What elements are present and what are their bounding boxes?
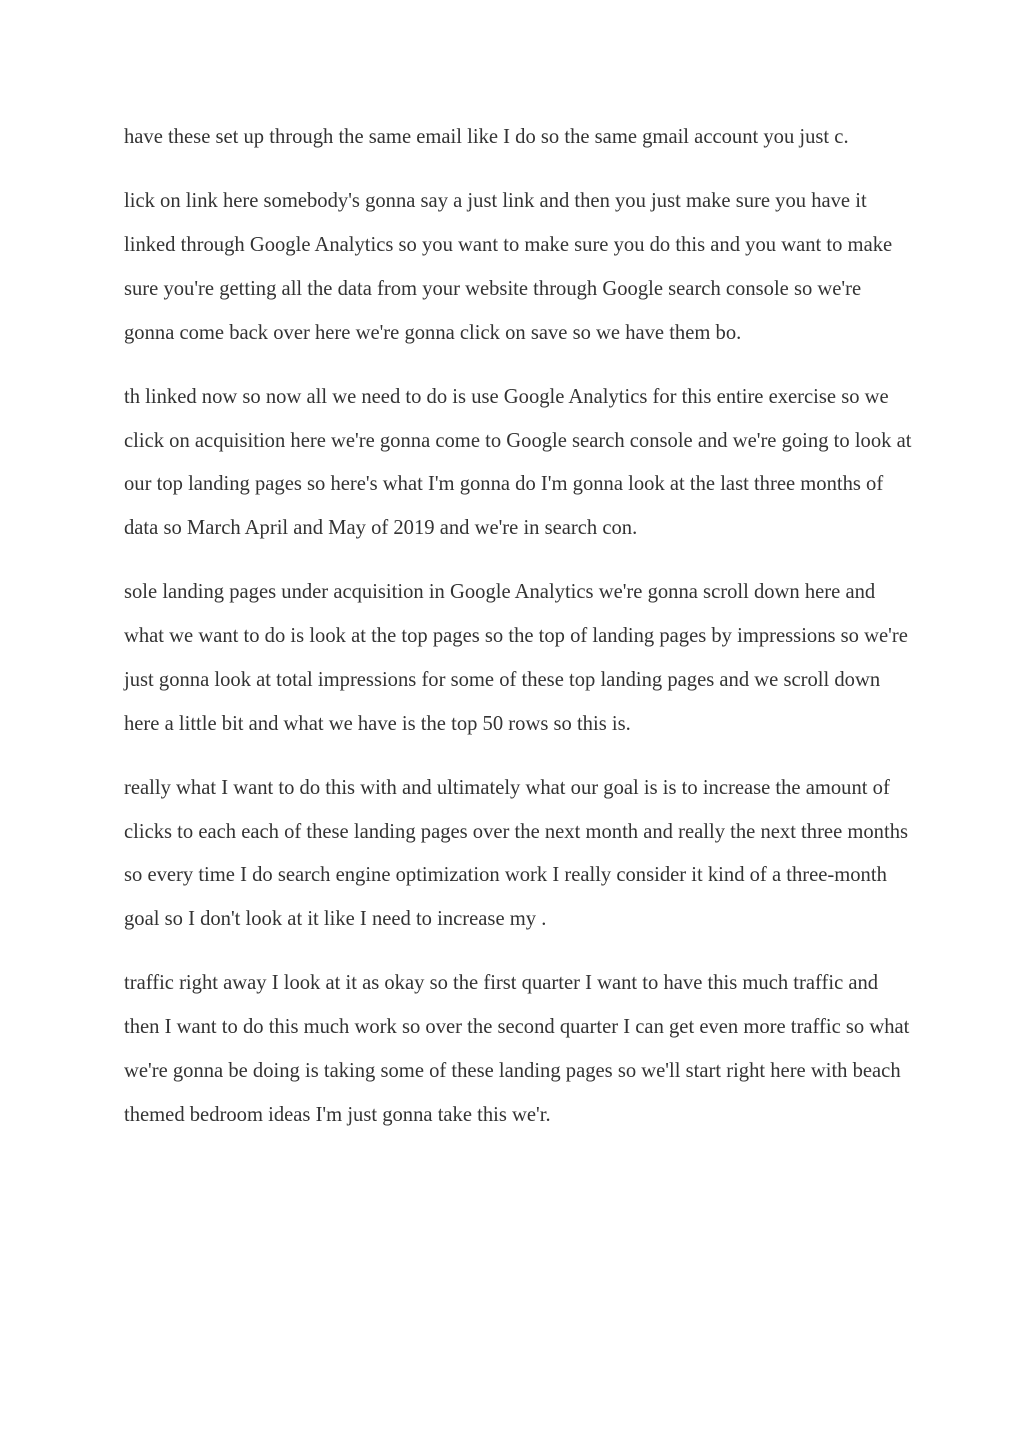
- paragraph-4: sole landing pages under acquisition in Google Analytics we're gonna scroll down here and what we want to do is look at the top pages so the top of landing pages by impressions so we're just gonna look at total impressions for some of these top landing pages and we scroll down here a little bit and what we have is the top 50 rows so this is.: [124, 581, 908, 735]
- paragraph-6: traffic right away I look at it as okay so the first quarter I want to have this much traffic and then I want to do this much work so over the second quarter I can get even more traffic so what we're gonna be doing is taking some of these landing pages so we'll start right here with beach themed bedroom ideas I'm just gonna take this we'r.: [124, 972, 910, 1126]
- paragraph-2: lick on link here somebody's gonna say a just link and then you just make sure you have it linked through Google Analytics so you want to make sure you do this and you want to make sure you're getting all the data from your website through Google search console so we're gonna come back over here we're gonna click on save so we have them bo.: [124, 190, 893, 344]
- paragraph-5: really what I want to do this with and ultimately what our goal is is to increase the amount of clicks to each each of these landing pages over the next month and really the next three months so every time I do search engine optimization work I really consider it kind of a three-month goal so I don't look at it like I need to increase my .: [124, 776, 909, 930]
- paragraph-1: have these set up through the same email like I do so the same gmail account you just c.: [124, 126, 849, 148]
- document-body: [124, 116, 914, 1158]
- paragraph-3: th linked now so now all we need to do is use Google Analytics for this entire exercise so we click on acquisition here we're gonna come to Google search console and we're going to look at our top landing pages so here's what I'm gonna do I'm gonna look at the last three months of data so March April and May of 2019 and we're in search con.: [124, 385, 912, 539]
